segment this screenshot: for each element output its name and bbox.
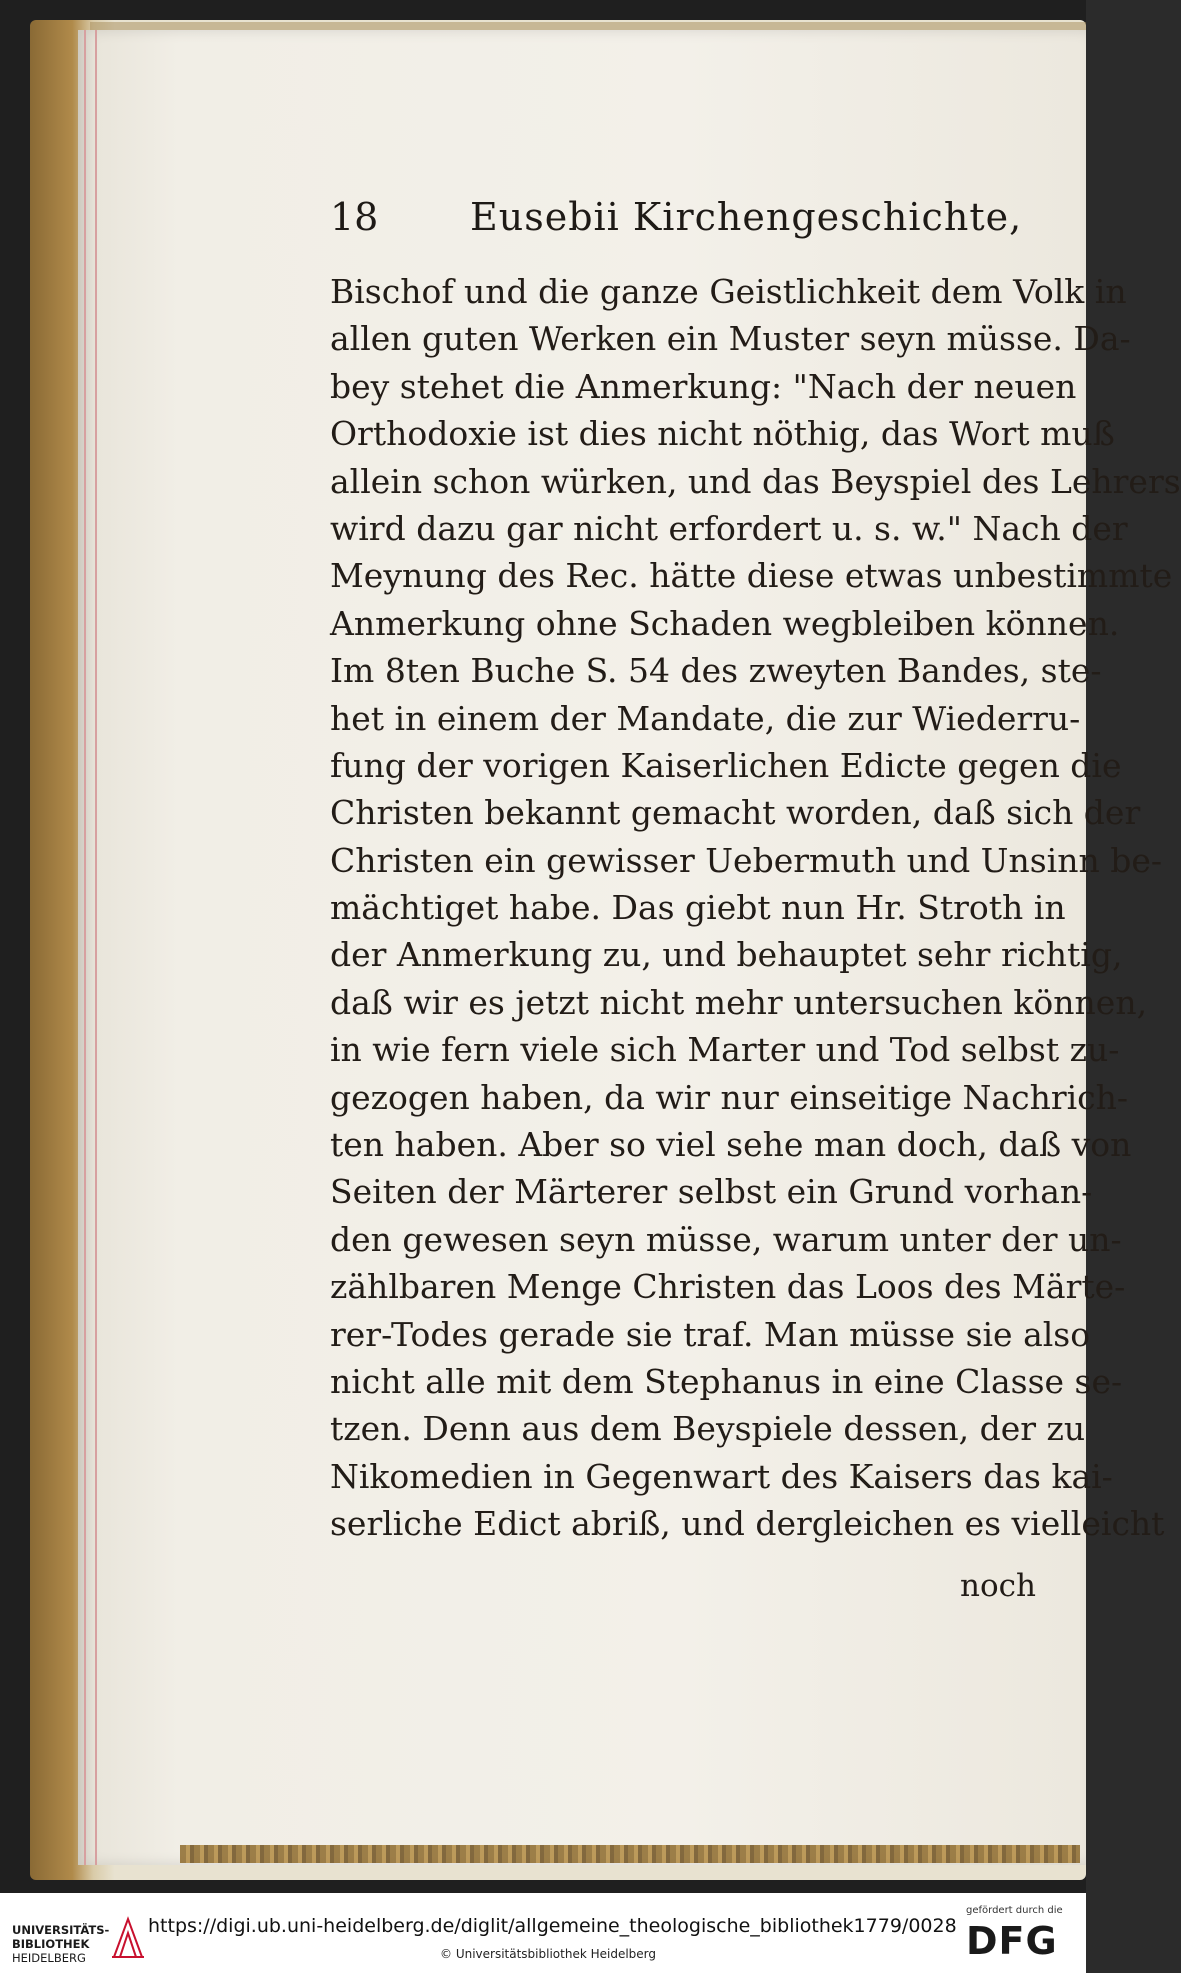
text-line: gezogen haben, da wir nur einseitige Nachrich-: [330, 1077, 1129, 1117]
text-line: nicht alle mit dem Stephanus in eine Classe se-: [330, 1361, 1123, 1401]
text-line: Im 8ten Buche S. 54 des zweyten Bandes, ste-: [330, 651, 1102, 691]
body-text: [330, 268, 1181, 1548]
funding-note: gefördert durch die: [966, 1905, 1063, 1916]
text-line: fung der vorigen Kaiserlichen Edicte gegen die: [330, 745, 1122, 785]
red-margin-line: [84, 30, 86, 1865]
text-line: der Anmerkung zu, und behauptet sehr richtig,: [330, 935, 1123, 975]
text-line: allein schon würken, und das Beyspiel des Lehrers: [330, 461, 1181, 501]
page-bottom-edge: [180, 1845, 1080, 1863]
page-number: 18: [330, 195, 379, 239]
text-line: Meynung des Rec. hätte diese etwas unbestimmte: [330, 556, 1173, 596]
text-line: serliche Edict abriß, und dergleichen es vielleicht: [330, 1504, 1165, 1544]
catchword: noch: [960, 1568, 1036, 1604]
text-line: Orthodoxie ist dies nicht nöthig, das Wort muß: [330, 414, 1115, 454]
text-line: Christen ein gewisser Uebermuth und Unsinn be-: [330, 840, 1163, 880]
text-line: bey stehet die Anmerkung: "Nach der neuen: [330, 366, 1077, 406]
text-line: in wie fern viele sich Marter und Tod selbst zu-: [330, 1030, 1120, 1070]
text-line: Seiten der Märterer selbst ein Grund vorhan-: [330, 1172, 1093, 1212]
dfg-logo: DFG: [966, 1919, 1058, 1963]
text-line: daß wir es jetzt nicht mehr untersuchen können,: [330, 982, 1148, 1022]
institution-line: UNIVERSITÄTS-: [12, 1923, 110, 1937]
copyright-notice: © Universitätsbibliothek Heidelberg: [440, 1947, 657, 1961]
viewer-footer: [0, 1893, 1086, 1973]
text-line: Christen bekannt gemacht worden, daß sich der: [330, 793, 1141, 833]
institution-name: [12, 1923, 109, 1965]
text-line: rer-Todes gerade sie traf. Man müsse sie also: [330, 1314, 1091, 1354]
institution-line: HEIDELBERG: [12, 1951, 86, 1965]
red-margin-line: [95, 30, 97, 1865]
text-line: ten haben. Aber so viel sehe man doch, daß von: [330, 1125, 1132, 1165]
university-logo-icon: [110, 1913, 146, 1961]
text-line: Nikomedien in Gegenwart des Kaisers das kai-: [330, 1456, 1113, 1496]
text-line: mächtiget habe. Das giebt nun Hr. Stroth in: [330, 888, 1066, 928]
text-line: het in einem der Mandate, die zur Wiederru-: [330, 698, 1081, 738]
text-line: den gewesen seyn müsse, warum unter der un-: [330, 1219, 1122, 1259]
running-title: Eusebii Kirchengeschichte,: [470, 195, 1023, 239]
text-line: tzen. Denn aus dem Beyspiele dessen, der zu: [330, 1409, 1086, 1449]
institution-line: BIBLIOTHEK: [12, 1937, 90, 1951]
text-line: Bischof und die ganze Geistlichkeit dem Volk in: [330, 272, 1127, 311]
text-line: wird dazu gar nicht erfordert u. s. w." Nach der: [330, 508, 1128, 548]
text-line: Anmerkung ohne Schaden wegbleiben können.: [330, 603, 1120, 643]
running-header: [330, 195, 1030, 245]
text-line: zählbaren Menge Christen das Loos des Märte-: [330, 1267, 1126, 1307]
permalink-url[interactable]: https://digi.ub.uni-heidelberg.de/diglit/allgemeine_theologische_bibliothek1779/0028: [148, 1915, 957, 1937]
text-line: allen guten Werken ein Muster seyn müsse. Da-: [330, 319, 1131, 359]
